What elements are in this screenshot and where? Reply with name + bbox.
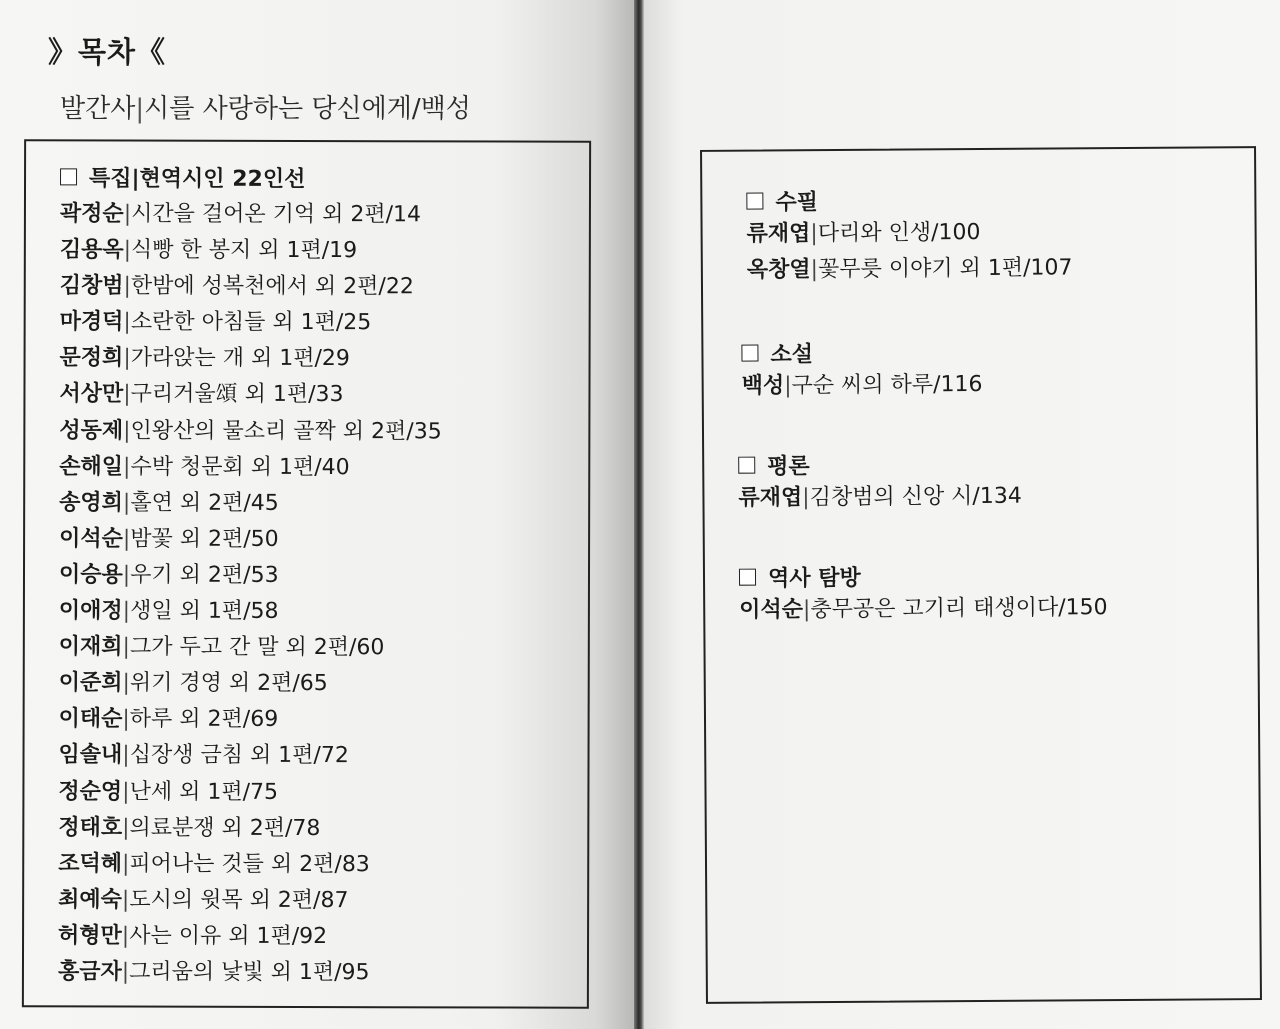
toc-entry: [58, 774, 440, 811]
toc-title: 》목차《: [48, 35, 167, 69]
novel-section: [741, 336, 982, 405]
entry-separator: |: [122, 670, 130, 696]
entry-author: 서상만: [59, 381, 124, 407]
entry-author: 임솔내: [58, 742, 123, 768]
entry-separator: |: [810, 257, 819, 283]
entry-separator: |: [122, 490, 131, 516]
history-heading: [739, 559, 1108, 593]
entry-work: 홀연 외 2편/45: [130, 490, 279, 516]
toc-entry: [59, 666, 441, 703]
entry-author: 최예숙: [58, 887, 122, 913]
criticism-heading-text: 평론: [767, 454, 810, 480]
entry-work: 십장생 금침 외 1편/72: [129, 742, 349, 769]
special-feature-section: [58, 161, 443, 991]
entry-work: 생일 외 1편/58: [130, 598, 279, 624]
toc-entry: [58, 810, 440, 847]
entry-separator: |: [123, 237, 132, 263]
entry-author: 송영희: [59, 490, 123, 516]
entry-author: 이태순: [58, 706, 123, 732]
entry-work: 밤꽃 외 2편/50: [130, 526, 279, 552]
essay-section: [746, 183, 1072, 288]
entry-work: 식빵 한 봉지 외 1편/19: [131, 237, 358, 264]
entry-work: 우기 외 2편/53: [130, 562, 279, 588]
entry-separator: |: [122, 634, 131, 660]
entry-work: 피어나는 것들 외 2편/83: [129, 851, 370, 877]
entry-separator: |: [121, 887, 130, 913]
entry-author: 백성: [741, 373, 785, 399]
entry-work: 가라앉는 개 외 1편/29: [130, 345, 350, 372]
entry-separator: |: [122, 562, 131, 588]
entry-separator: |: [121, 923, 130, 949]
entry-separator: |: [123, 345, 131, 371]
special-feature-heading: [60, 161, 442, 193]
entry-work: 꽃무릇 이야기 외 1편/107: [817, 255, 1073, 283]
entry-work: 김창범의 신앙 시/134: [809, 483, 1022, 511]
toc-entry: [59, 449, 441, 486]
entry-author: 곽정순: [59, 201, 124, 227]
entry-work: 한밤에 성복천에서 외 2편/22: [130, 273, 414, 300]
toc-entry: [59, 702, 441, 739]
entry-author: 이준희: [58, 670, 123, 696]
entry-separator: |: [802, 485, 810, 511]
entry-author: 이승용: [58, 562, 123, 588]
entry-separator: |: [123, 418, 131, 444]
entry-work: 시간을 걸어온 기억 외 2편/14: [131, 201, 422, 228]
toc-entry: [60, 232, 442, 269]
toc-entry: [747, 250, 1073, 288]
special-feature-heading-text: 특집|현역시인 22인선: [89, 166, 306, 192]
entry-work: 난세 외 1편/75: [129, 779, 279, 805]
entry-work: 사는 이유 외 1편/92: [129, 923, 328, 949]
entry-author: 조덕혜: [58, 851, 123, 877]
preface-label: 발간사: [60, 94, 136, 124]
checkbox-icon: [738, 457, 755, 474]
entry-author: 류재엽: [746, 221, 811, 247]
entry-separator: |: [123, 273, 131, 299]
toc-entry: [59, 377, 441, 414]
entry-author: 김용옥: [59, 237, 124, 263]
toc-entry: [60, 305, 442, 342]
entry-separator: |: [123, 309, 131, 335]
entry-separator: |: [121, 959, 130, 985]
entry-work: 구순 씨의 하루/116: [791, 371, 983, 399]
toc-entry: [60, 341, 442, 378]
entry-separator: |: [122, 526, 131, 552]
entry-author: 성동제: [59, 417, 124, 444]
novel-heading: [741, 336, 982, 369]
criticism-list: [738, 479, 1022, 517]
entry-work: 인왕산의 물소리 골짝 외 2편/35: [130, 418, 442, 444]
preface-text: 시를 사랑하는 당신에게/백성: [144, 94, 471, 124]
special-feature-box: [22, 139, 591, 1008]
entry-work: 다리와 인생/100: [817, 219, 981, 247]
entry-work: 그가 두고 간 말 외 2편/60: [129, 634, 385, 661]
entry-author: 정태호: [58, 814, 123, 841]
toc-entry: [738, 479, 1022, 517]
entry-author: 손해일: [59, 454, 124, 480]
entry-separator: |: [122, 779, 130, 805]
toc-entry: [58, 954, 440, 991]
entry-separator: |: [122, 742, 130, 768]
toc-entry: [59, 521, 441, 558]
entry-separator: |: [802, 597, 811, 623]
entry-work: 도시의 윗목 외 2편/87: [129, 887, 349, 913]
toc-entry: [58, 882, 440, 919]
essay-list: [746, 214, 1072, 288]
history-heading-text: 역사 탐방: [767, 565, 861, 592]
entry-separator: |: [123, 454, 131, 480]
toc-entry: [60, 196, 442, 233]
entry-separator: |: [122, 706, 130, 732]
entry-work: 소란한 아침들 외 1편/25: [130, 309, 372, 336]
entry-separator: |: [784, 373, 792, 399]
toc-entry: [59, 557, 441, 594]
entry-author: 이애정: [58, 598, 123, 624]
toc-entry: [59, 485, 441, 522]
entry-work: 수박 청문회 외 1편/40: [130, 454, 350, 480]
entry-separator: |: [123, 201, 132, 227]
entry-author: 이재희: [58, 634, 123, 660]
entry-author: 이석순: [739, 597, 804, 623]
criticism-heading: [738, 448, 1022, 481]
entry-author: 문정희: [59, 345, 124, 371]
criticism-section: [738, 448, 1022, 517]
essay-heading-text: 수필: [775, 190, 818, 216]
history-section: [739, 559, 1108, 629]
special-feature-list: [58, 196, 442, 991]
toc-entry: [739, 590, 1108, 629]
entry-separator: |: [810, 221, 818, 247]
toc-entry: [58, 918, 440, 955]
checkbox-icon: [741, 345, 758, 362]
entry-work: 충무공은 고기리 태생이다/150: [810, 595, 1108, 623]
novel-heading-text: 소설: [770, 342, 814, 368]
toc-entry: [58, 738, 440, 775]
entry-author: 이석순: [59, 526, 123, 552]
toc-entry: [59, 593, 441, 630]
entry-work: 위기 경영 외 2편/65: [129, 670, 328, 697]
toc-entry: [58, 846, 440, 883]
novel-list: [742, 367, 983, 405]
entry-separator: |: [121, 851, 130, 877]
preface-line: [60, 88, 471, 125]
entry-author: 옥창열: [746, 257, 811, 283]
toc-entry: [742, 367, 983, 405]
entry-author: 김창범: [59, 273, 124, 299]
entry-work: 의료분쟁 외 2편/78: [129, 815, 321, 841]
entry-separator: |: [123, 381, 131, 408]
entry-work: 구리거울頌 외 1편/33: [130, 382, 344, 408]
toc-entry: [59, 629, 441, 666]
toc-entry: [59, 413, 441, 450]
entry-work: 하루 외 2편/69: [129, 706, 279, 733]
toc-entry: [60, 269, 442, 306]
checkbox-icon: [60, 168, 77, 185]
checkbox-icon: [746, 193, 763, 210]
other-sections-box: [700, 146, 1262, 1004]
book-spine: [634, 0, 644, 1029]
toc-entry: [746, 214, 1072, 252]
entry-author: 류재엽: [738, 485, 803, 511]
checkbox-icon: [739, 569, 756, 586]
entry-separator: |: [122, 815, 130, 841]
entry-author: 허형만: [58, 923, 122, 949]
entry-author: 마경덕: [59, 309, 124, 335]
history-list: [739, 590, 1108, 629]
entry-author: 정순영: [58, 778, 123, 805]
essay-heading: [746, 183, 1072, 216]
preface-separator: |: [135, 94, 145, 124]
entry-author: 홍금자: [57, 959, 122, 985]
entry-separator: |: [122, 598, 131, 624]
entry-work: 그리움의 낯빛 외 1편/95: [129, 959, 370, 986]
